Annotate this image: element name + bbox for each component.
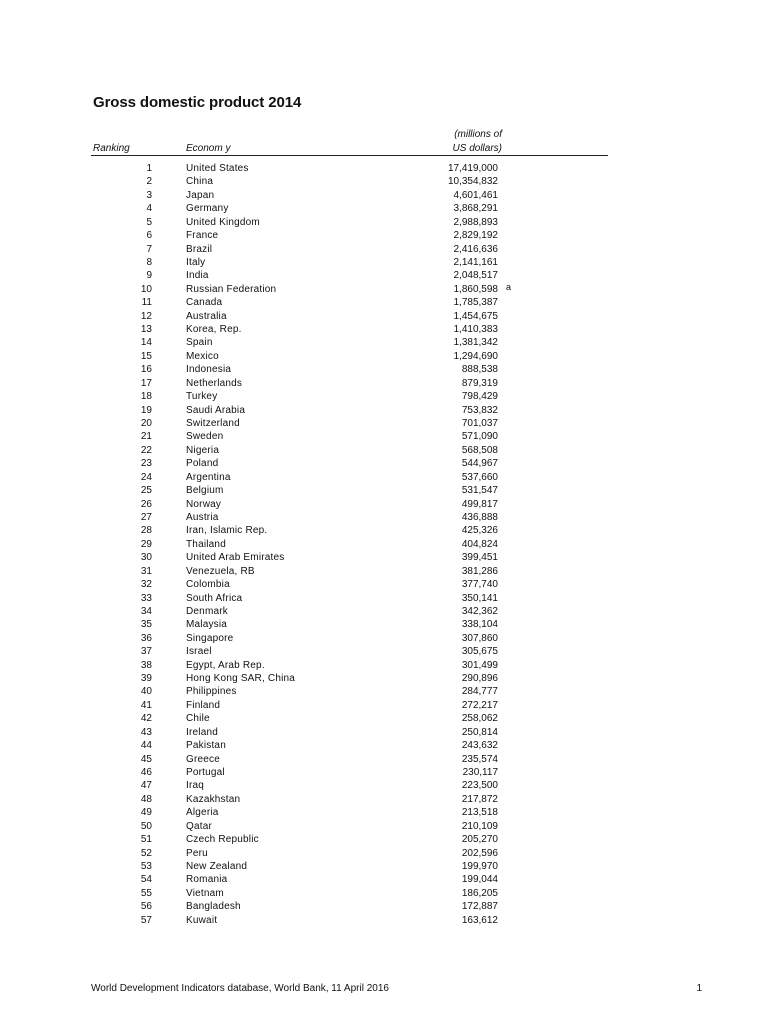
table-row bbox=[0, 806, 768, 819]
rank-cell: 5 bbox=[146, 216, 152, 228]
table-row bbox=[0, 524, 768, 537]
economy-cell: Turkey bbox=[186, 391, 218, 403]
rank-cell: 12 bbox=[140, 310, 152, 322]
economy-cell: Brazil bbox=[186, 243, 213, 255]
table-row bbox=[0, 618, 768, 631]
rank-cell: 2 bbox=[146, 176, 152, 188]
economy-cell: Indonesia bbox=[186, 364, 232, 376]
economy-cell: Australia bbox=[186, 310, 227, 322]
rank-cell: 6 bbox=[146, 230, 152, 242]
table-row bbox=[0, 363, 768, 376]
rank-cell: 34 bbox=[140, 605, 152, 617]
economy-cell: Austria bbox=[186, 511, 219, 523]
rank-cell: 23 bbox=[140, 458, 152, 470]
rank-cell: 16 bbox=[140, 364, 152, 376]
gdp-value-cell: 342,362 bbox=[461, 605, 498, 617]
economy-cell: Kazakhstan bbox=[186, 793, 241, 805]
gdp-value-cell: 879,319 bbox=[461, 377, 498, 389]
rank-cell: 30 bbox=[140, 552, 152, 564]
economy-cell: India bbox=[186, 270, 209, 282]
rank-cell: 57 bbox=[140, 914, 152, 926]
economy-cell: Pakistan bbox=[186, 740, 226, 752]
gdp-value-cell: 1,294,690 bbox=[453, 350, 498, 362]
gdp-value-cell: 753,832 bbox=[461, 404, 498, 416]
economy-cell: Qatar bbox=[186, 820, 213, 832]
table-row bbox=[0, 820, 768, 833]
gdp-value-cell: 798,429 bbox=[461, 391, 498, 403]
gdp-value-cell: 290,896 bbox=[461, 673, 498, 685]
table-row bbox=[0, 900, 768, 913]
gdp-value-cell: 230,117 bbox=[462, 766, 498, 778]
table-row bbox=[0, 632, 768, 645]
economy-cell: Argentina bbox=[186, 471, 231, 483]
rank-cell: 24 bbox=[140, 471, 152, 483]
economy-cell: United States bbox=[186, 163, 249, 174]
page-title: Gross domestic product 2014 bbox=[93, 94, 302, 111]
rank-cell: 39 bbox=[140, 673, 152, 685]
gdp-value-cell: 544,967 bbox=[461, 458, 498, 470]
table-row bbox=[0, 229, 768, 242]
gdp-value-cell: 350,141 bbox=[461, 592, 498, 604]
gdp-value-cell: 338,104 bbox=[461, 619, 498, 631]
gdp-value-cell: 436,888 bbox=[461, 511, 498, 523]
table-row bbox=[0, 887, 768, 900]
table-row bbox=[0, 430, 768, 443]
gdp-value-cell: 202,596 bbox=[461, 847, 498, 859]
table-row bbox=[0, 498, 768, 511]
rank-cell: 40 bbox=[140, 686, 152, 698]
value-header-line-1: (millions of bbox=[454, 129, 502, 140]
rank-cell: 18 bbox=[140, 391, 152, 403]
rank-cell: 3 bbox=[146, 189, 152, 201]
table-row bbox=[0, 162, 768, 175]
table-row bbox=[0, 914, 768, 927]
table-row bbox=[0, 833, 768, 846]
table-row bbox=[0, 417, 768, 430]
economy-cell: Peru bbox=[186, 847, 208, 859]
gdp-value-cell: 537,660 bbox=[461, 471, 498, 483]
gdp-value-cell: 217,872 bbox=[461, 793, 498, 805]
table-row bbox=[0, 699, 768, 712]
table-row bbox=[0, 847, 768, 860]
gdp-value-cell: 571,090 bbox=[461, 431, 498, 443]
rank-cell: 49 bbox=[140, 807, 152, 819]
rank-cell: 10 bbox=[140, 283, 152, 295]
ranking-column-header: Ranking bbox=[93, 143, 130, 154]
economy-cell: Romania bbox=[186, 874, 228, 886]
gdp-value-cell: 2,048,517 bbox=[453, 270, 498, 282]
rank-cell: 45 bbox=[140, 753, 152, 765]
economy-cell: Philippines bbox=[186, 686, 237, 698]
rank-cell: 27 bbox=[140, 511, 152, 523]
table-row bbox=[0, 377, 768, 390]
gdp-value-cell: 4,601,461 bbox=[453, 189, 498, 201]
rank-cell: 50 bbox=[140, 820, 152, 832]
gdp-value-cell: 10,354,832 bbox=[447, 176, 498, 188]
table-row bbox=[0, 404, 768, 417]
gdp-value-cell: 250,814 bbox=[461, 726, 498, 738]
rank-cell: 29 bbox=[140, 538, 152, 550]
footnote-marker: a bbox=[506, 281, 512, 292]
economy-cell: Switzerland bbox=[186, 418, 240, 430]
gdp-value-cell: 213,518 bbox=[461, 807, 498, 819]
gdp-value-cell: 888,538 bbox=[461, 364, 498, 376]
table-row bbox=[0, 350, 768, 363]
gdp-value-cell: 272,217 bbox=[461, 699, 498, 711]
economy-cell: Netherlands bbox=[186, 377, 243, 389]
economy-cell: Algeria bbox=[186, 807, 219, 819]
rank-cell: 19 bbox=[140, 404, 152, 416]
rank-cell: 25 bbox=[140, 485, 152, 497]
table-row bbox=[0, 457, 768, 470]
table-row bbox=[0, 471, 768, 484]
gdp-value-cell: 1,410,383 bbox=[453, 324, 498, 336]
economy-cell: Korea, Rep. bbox=[186, 324, 242, 336]
economy-cell: France bbox=[186, 230, 219, 242]
rank-cell: 15 bbox=[140, 350, 152, 362]
economy-cell: Russian Federation bbox=[186, 283, 277, 295]
economy-cell: Saudi Arabia bbox=[186, 404, 246, 416]
economy-cell: Greece bbox=[186, 753, 220, 765]
rank-cell: 44 bbox=[140, 740, 152, 752]
table-row bbox=[0, 296, 768, 309]
rank-cell: 47 bbox=[140, 780, 152, 792]
table-row bbox=[0, 323, 768, 336]
table-row bbox=[0, 726, 768, 739]
table-row bbox=[0, 283, 768, 296]
table-row bbox=[0, 685, 768, 698]
table-row bbox=[0, 336, 768, 349]
page-number: 1 bbox=[696, 983, 702, 994]
gdp-value-cell: 1,381,342 bbox=[453, 337, 498, 349]
economy-cell: Portugal bbox=[186, 766, 225, 778]
rank-cell: 41 bbox=[140, 699, 152, 711]
gdp-value-cell: 17,419,000 bbox=[447, 163, 498, 174]
rank-cell: 51 bbox=[140, 834, 152, 846]
gdp-value-cell: 701,037 bbox=[461, 418, 498, 430]
rank-cell: 43 bbox=[140, 726, 152, 738]
table-row bbox=[0, 672, 768, 685]
economy-cell: Japan bbox=[186, 189, 215, 201]
economy-cell: Nigeria bbox=[186, 444, 220, 456]
rank-cell: 42 bbox=[140, 713, 152, 725]
gdp-table bbox=[0, 162, 768, 927]
value-header-line-2: US dollars) bbox=[452, 143, 502, 154]
economy-column-header: Econom y bbox=[186, 143, 231, 154]
gdp-value-cell: 1,454,675 bbox=[453, 310, 498, 322]
economy-cell: Thailand bbox=[186, 538, 226, 550]
rank-cell: 56 bbox=[140, 901, 152, 913]
gdp-value-cell: 284,777 bbox=[461, 686, 498, 698]
rank-cell: 21 bbox=[140, 431, 152, 443]
gdp-value-cell: 3,868,291 bbox=[453, 203, 498, 215]
economy-cell: United Arab Emirates bbox=[186, 552, 285, 564]
gdp-value-cell: 499,817 bbox=[461, 498, 498, 510]
gdp-value-cell: 404,824 bbox=[461, 538, 498, 550]
table-row bbox=[0, 605, 768, 618]
economy-cell: Iran, Islamic Rep. bbox=[186, 525, 268, 537]
rank-cell: 17 bbox=[140, 377, 152, 389]
table-row bbox=[0, 739, 768, 752]
header-divider bbox=[91, 155, 608, 156]
rank-cell: 1 bbox=[146, 163, 152, 174]
rank-cell: 22 bbox=[140, 444, 152, 456]
gdp-value-cell: 186,205 bbox=[461, 887, 498, 899]
gdp-value-cell: 2,829,192 bbox=[453, 230, 498, 242]
table-row bbox=[0, 175, 768, 188]
rank-cell: 28 bbox=[140, 525, 152, 537]
table-row bbox=[0, 753, 768, 766]
economy-cell: Norway bbox=[186, 498, 222, 510]
economy-cell: Venezuela, RB bbox=[186, 565, 255, 577]
economy-cell: Czech Republic bbox=[186, 834, 259, 846]
economy-cell: Canada bbox=[186, 297, 223, 309]
gdp-value-cell: 2,988,893 bbox=[453, 216, 498, 228]
table-row bbox=[0, 256, 768, 269]
economy-cell: China bbox=[186, 176, 214, 188]
table-row bbox=[0, 551, 768, 564]
table-row bbox=[0, 592, 768, 605]
table-row bbox=[0, 216, 768, 229]
rank-cell: 33 bbox=[140, 592, 152, 604]
table-row bbox=[0, 645, 768, 658]
table-row bbox=[0, 578, 768, 591]
economy-cell: Chile bbox=[186, 713, 210, 725]
table-row bbox=[0, 189, 768, 202]
rank-cell: 36 bbox=[140, 632, 152, 644]
economy-cell: Belgium bbox=[186, 485, 224, 497]
gdp-value-cell: 531,547 bbox=[461, 485, 498, 497]
gdp-value-cell: 172,887 bbox=[461, 901, 498, 913]
rank-cell: 9 bbox=[146, 270, 152, 282]
gdp-value-cell: 2,141,161 bbox=[453, 256, 498, 268]
economy-cell: Italy bbox=[186, 256, 206, 268]
table-row bbox=[0, 444, 768, 457]
economy-cell: Singapore bbox=[186, 632, 234, 644]
table-row bbox=[0, 390, 768, 403]
table-row bbox=[0, 793, 768, 806]
gdp-value-cell: 1,860,598 bbox=[453, 283, 498, 295]
table-row bbox=[0, 310, 768, 323]
economy-cell: Sweden bbox=[186, 431, 224, 443]
table-row bbox=[0, 766, 768, 779]
rank-cell: 32 bbox=[140, 579, 152, 591]
rank-cell: 55 bbox=[140, 887, 152, 899]
gdp-value-cell: 425,326 bbox=[461, 525, 498, 537]
economy-cell: Colombia bbox=[186, 579, 230, 591]
gdp-value-cell: 235,574 bbox=[461, 753, 498, 765]
rank-cell: 31 bbox=[140, 565, 152, 577]
table-row bbox=[0, 538, 768, 551]
table-row bbox=[0, 712, 768, 725]
rank-cell: 11 bbox=[141, 297, 152, 309]
table-row bbox=[0, 243, 768, 256]
economy-cell: Hong Kong SAR, China bbox=[186, 673, 296, 685]
gdp-value-cell: 381,286 bbox=[461, 565, 498, 577]
table-row bbox=[0, 269, 768, 282]
gdp-value-cell: 301,499 bbox=[461, 659, 498, 671]
economy-cell: United Kingdom bbox=[186, 216, 260, 228]
economy-cell: Kuwait bbox=[186, 914, 218, 926]
gdp-value-cell: 210,109 bbox=[461, 820, 498, 832]
table-row bbox=[0, 484, 768, 497]
gdp-value-cell: 199,970 bbox=[461, 860, 498, 872]
footer-source: World Development Indicators database, World Bank, 11 April 2016 bbox=[91, 983, 389, 994]
economy-cell: Poland bbox=[186, 458, 219, 470]
gdp-value-cell: 163,612 bbox=[461, 914, 498, 926]
gdp-value-cell: 399,451 bbox=[461, 552, 498, 564]
table-row bbox=[0, 511, 768, 524]
economy-cell: Malaysia bbox=[186, 619, 228, 631]
table-row bbox=[0, 860, 768, 873]
gdp-value-cell: 1,785,387 bbox=[453, 297, 498, 309]
table-row bbox=[0, 659, 768, 672]
gdp-value-cell: 258,062 bbox=[461, 713, 498, 725]
rank-cell: 26 bbox=[140, 498, 152, 510]
rank-cell: 7 bbox=[146, 243, 152, 255]
rank-cell: 37 bbox=[140, 646, 152, 658]
rank-cell: 13 bbox=[140, 324, 152, 336]
rank-cell: 8 bbox=[146, 256, 152, 268]
gdp-value-cell: 307,860 bbox=[461, 632, 498, 644]
economy-cell: Bangladesh bbox=[186, 901, 241, 913]
gdp-value-cell: 568,508 bbox=[461, 444, 498, 456]
gdp-value-cell: 243,632 bbox=[461, 740, 498, 752]
table-row bbox=[0, 779, 768, 792]
gdp-value-cell: 223,500 bbox=[461, 780, 498, 792]
economy-cell: South Africa bbox=[186, 592, 243, 604]
gdp-value-cell: 377,740 bbox=[461, 579, 498, 591]
rank-cell: 4 bbox=[146, 203, 152, 215]
rank-cell: 52 bbox=[140, 847, 152, 859]
value-column-header bbox=[420, 128, 502, 156]
rank-cell: 35 bbox=[140, 619, 152, 631]
table-row bbox=[0, 873, 768, 886]
gdp-value-cell: 199,044 bbox=[461, 874, 498, 886]
economy-cell: Iraq bbox=[186, 780, 205, 792]
gdp-value-cell: 305,675 bbox=[461, 646, 498, 658]
rank-cell: 53 bbox=[140, 860, 152, 872]
gdp-value-cell: 2,416,636 bbox=[453, 243, 498, 255]
table-row bbox=[0, 565, 768, 578]
economy-cell: Israel bbox=[186, 646, 212, 658]
rank-cell: 46 bbox=[140, 766, 152, 778]
rank-cell: 48 bbox=[140, 793, 152, 805]
rank-cell: 38 bbox=[140, 659, 152, 671]
economy-cell: Egypt, Arab Rep. bbox=[186, 659, 265, 671]
economy-cell: Denmark bbox=[186, 605, 228, 617]
economy-cell: Finland bbox=[186, 699, 221, 711]
economy-cell: New Zealand bbox=[186, 860, 248, 872]
economy-cell: Germany bbox=[186, 203, 229, 215]
economy-cell: Mexico bbox=[186, 350, 219, 362]
rank-cell: 20 bbox=[140, 418, 152, 430]
rank-cell: 14 bbox=[140, 337, 152, 349]
rank-cell: 54 bbox=[140, 874, 152, 886]
gdp-value-cell: 205,270 bbox=[461, 834, 498, 846]
economy-cell: Spain bbox=[186, 337, 213, 349]
economy-cell: Vietnam bbox=[186, 887, 224, 899]
table-row bbox=[0, 202, 768, 215]
economy-cell: Ireland bbox=[186, 726, 218, 738]
